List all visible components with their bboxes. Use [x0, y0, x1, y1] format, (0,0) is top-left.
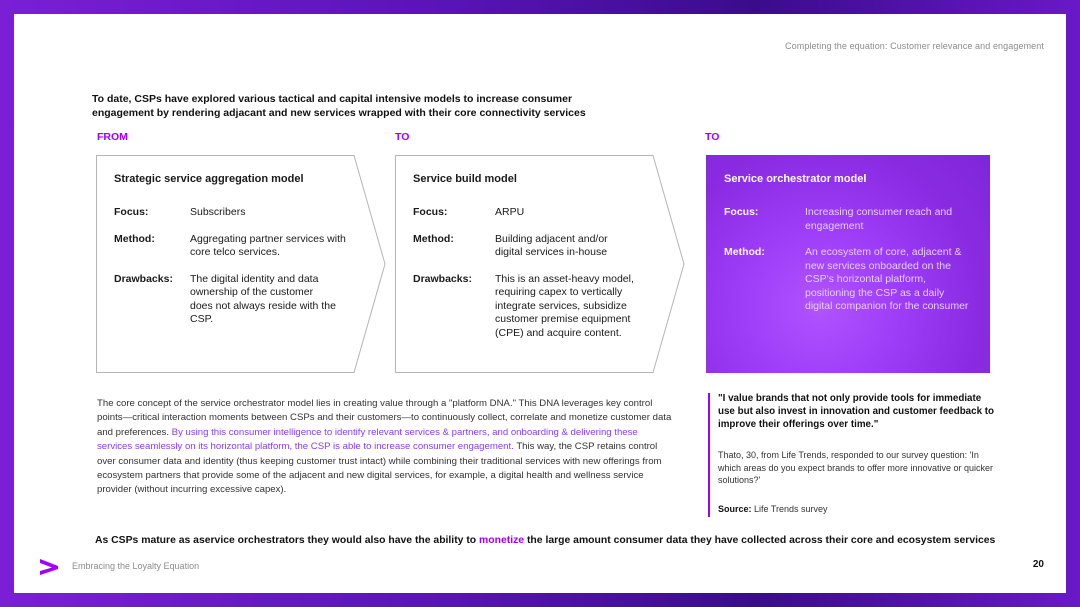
body-paragraph: [97, 397, 673, 498]
focus-key: Focus:: [114, 206, 149, 218]
focus-row: [724, 206, 970, 233]
accenture-chevron-icon: [40, 558, 60, 576]
conclusion-highlight: monetize: [479, 535, 525, 546]
focus-row: [413, 206, 665, 220]
card-title: Service orchestrator model: [724, 173, 867, 185]
conclusion-after: the large amount consumer data they have collected across their core and ecosystem services: [524, 535, 996, 546]
drawbacks-key: Drawbacks:: [114, 272, 173, 285]
quote-source: [718, 504, 1000, 514]
method-key: Method:: [114, 232, 155, 245]
slide: [14, 14, 1066, 593]
footer-title: Embracing the Loyalty Equation: [72, 561, 200, 571]
method-value: An ecosystem of core, adjacent & new services onboarded on the CSP's horizontal platform, positioning the CSP as a daily digital companion for the consumer: [805, 246, 969, 312]
method-key: Method:: [724, 246, 765, 258]
customer-quote: [708, 393, 1000, 517]
from-label: FROM: [97, 131, 128, 143]
body-highlight: By using this consumer intelligence to identify relevant services & partners, and onboarding & delivering these services seamlessly on its horizontal platform, the CSP is able to increase consumer engagement.: [97, 426, 638, 453]
drawbacks-key: Drawbacks:: [413, 272, 472, 285]
to-label-1: TO: [395, 131, 410, 143]
method-row: [724, 246, 970, 314]
method-row: [114, 233, 366, 260]
card-title: Strategic service aggregation model: [114, 173, 304, 185]
drawbacks-value: This is an asset-heavy model, requiring capex to vertically integrate services, subsidize customer premise equipment (CPE) and acquire content.: [495, 272, 634, 339]
quote-attribution: Thato, 30, from Life Trends, responded to our survey question: 'In which areas do you expect brands to offer more innovative or quicker solutions?': [718, 450, 993, 486]
drawbacks-row: [413, 273, 665, 341]
model-card-orchestrator: [706, 155, 990, 373]
focus-row: [114, 206, 366, 220]
page-number: 20: [1032, 559, 1044, 570]
focus-key: Focus:: [724, 206, 759, 218]
method-value: Building adjacent and/or digital services in-house: [495, 232, 608, 258]
focus-value: Increasing consumer reach and engagement: [805, 206, 953, 232]
header-title: Completing the equation: Customer relevance and engagement: [785, 41, 1044, 51]
intro-text: To date, CSPs have explored various tactical and capital intensive models to increase consumer engagement by rendering adjacant and new services wrapped with their core connectivity services: [92, 93, 586, 119]
conclusion-before: As CSPs mature as aservice orchestrators they would also have the ability to: [95, 535, 480, 546]
quote-text: "I value brands that not only provide tools for immediate use but also invest in innovation and customer feedback to improve their offerings over time.": [718, 393, 994, 430]
conclusion-text: [95, 535, 1075, 546]
method-value: Aggregating partner services with core telco services.: [190, 232, 346, 258]
focus-value: Subscribers: [190, 206, 246, 218]
to-label-2: TO: [705, 131, 720, 143]
card-title: Service build model: [413, 173, 517, 185]
source-label: Source:: [718, 503, 752, 514]
focus-key: Focus:: [413, 206, 448, 218]
source-value: Life Trends survey: [751, 503, 828, 514]
focus-value: ARPU: [495, 206, 525, 218]
drawbacks-row: [114, 273, 366, 327]
body-part2: This way, the CSP retains control over consumer data and identity (thus keeping customer trust intact) while combining their traditional services with new offerings from ecosystem partners that provide some of the adjacent and new digital services, for example, a digital health and wellness service provider (without incurring excessive capex).: [97, 441, 662, 496]
drawbacks-value: The digital identity and data ownership of the customer does not always reside with the CSP.: [190, 272, 336, 325]
model-card-aggregation: [96, 155, 386, 373]
method-key: Method:: [413, 232, 454, 245]
body-part1: The core concept of the service orchestrator model lies in creating value through a "platform DNA." This DNA leverages key control points—critical interaction moments between CSPs and their customers—to continuously collect, correlate and monetize customer data and preferences.: [97, 398, 672, 438]
method-row: [413, 233, 665, 260]
model-card-build: [395, 155, 685, 373]
